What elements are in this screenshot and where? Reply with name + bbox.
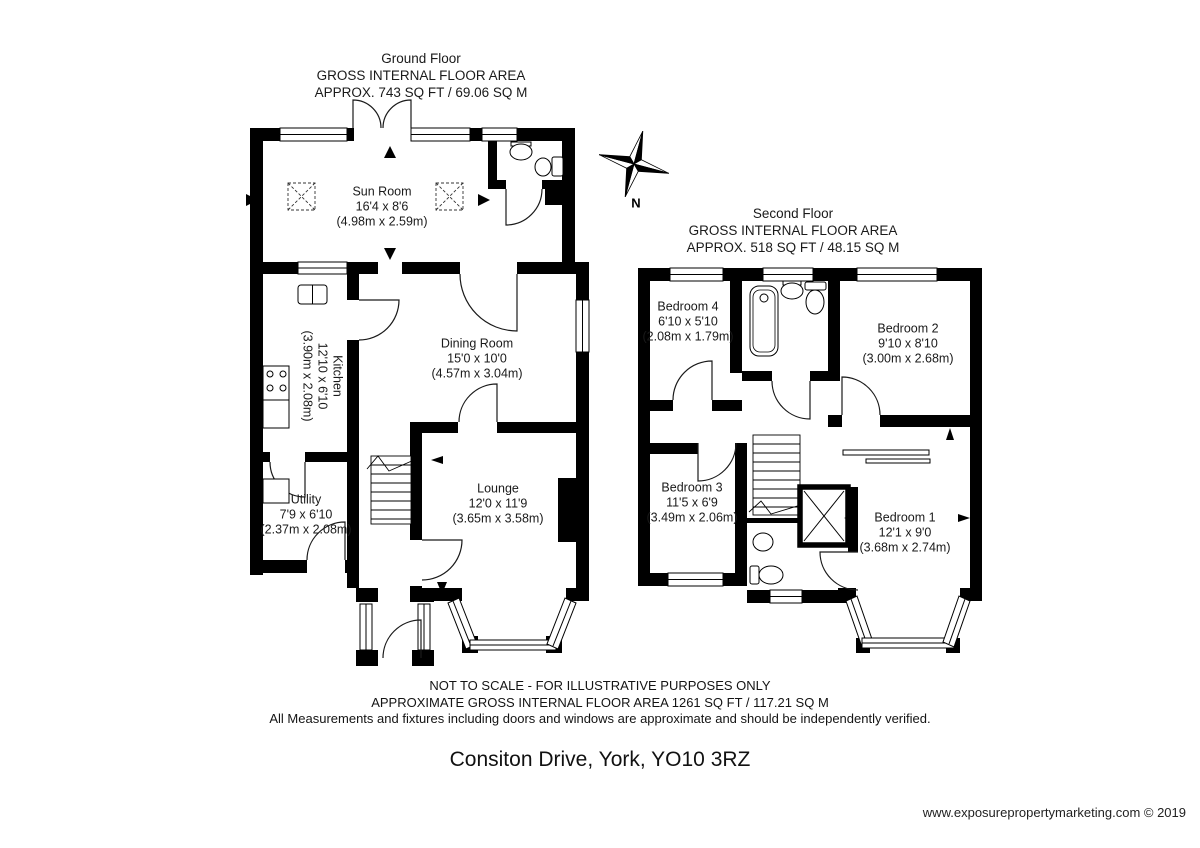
door-arc: [359, 300, 399, 340]
door-arc: [820, 552, 858, 590]
stairs-second: [749, 435, 804, 515]
disclaimer-line-2: APPROXIMATE GROSS INTERNAL FLOOR AREA 1261 SQ FT / 117.21 SQ M: [371, 694, 829, 710]
toilet-icon: [805, 282, 826, 290]
room-label-bedroom-4: Bedroom 4 6'10 x 5'10 (2.08m x 1.79m): [642, 299, 734, 344]
compass-rose-icon: [590, 122, 677, 206]
room-label-bedroom-2: Bedroom 2 9'10 x 8'10 (3.00m x 2.68m): [862, 321, 954, 366]
opening-arrows-second: [844, 428, 970, 522]
opening-arrow-icon: [384, 146, 396, 158]
door-arc: [772, 381, 810, 419]
opening-arrow-icon: [958, 514, 970, 522]
bathtub-icon: [750, 286, 778, 356]
toilet-icon: [552, 157, 563, 176]
disclaimer-line-1: NOT TO SCALE - FOR ILLUSTRATIVE PURPOSES ONLY: [429, 678, 771, 693]
room-label-bedroom-1: Bedroom 1 12'1 x 9'0 (3.68m x 2.74m): [859, 510, 951, 555]
opening-arrow-icon: [384, 248, 396, 260]
door-arc: [506, 189, 542, 225]
toilet-icon: [750, 566, 759, 584]
door-arc: [383, 100, 411, 128]
skylight-icon: [436, 183, 463, 210]
second-floor-area-heading: GROSS INTERNAL FLOOR AREA: [688, 223, 898, 238]
sink-icon: [510, 144, 532, 160]
disclaimer: [0, 678, 1200, 728]
ground-floor-title: Ground Floor: [381, 51, 461, 66]
opening-arrow-icon: [946, 428, 954, 440]
toilet-icon: [535, 158, 551, 176]
sink-icon: [753, 533, 773, 551]
toilet-icon: [806, 290, 824, 314]
door-arc: [353, 100, 381, 128]
room-label-lounge: Lounge 12'0 x 11'9 (3.65m x 3.58m): [452, 481, 544, 526]
sink-icon: [781, 283, 803, 299]
second-floor-title: Second Floor: [752, 206, 834, 221]
opening-arrow-icon: [431, 456, 443, 464]
second-floor-area-value: APPROX. 518 SQ FT / 48.15 SQ M: [686, 240, 900, 255]
door-arc: [460, 274, 517, 331]
ground-floor-area-value: APPROX. 743 SQ FT / 69.06 SQ M: [314, 85, 528, 100]
address-title: Consiton Drive, York, YO10 3RZ: [449, 748, 751, 771]
footer-credit: www.exposurepropertymarketing.com © 2019: [922, 805, 1186, 820]
room-label-bedroom-3: Bedroom 3 11'5 x 6'9 (3.49m x 2.06m): [646, 480, 738, 525]
toilet-icon: [759, 566, 783, 584]
door-arc: [698, 443, 736, 481]
counter: [263, 400, 289, 428]
room-label-sun-room: Sun Room 16'4 x 8'6 (4.98m x 2.59m): [336, 184, 428, 229]
wardrobe-lines: [866, 459, 930, 463]
room-label-kitchen: Kitchen 12'10 x 6'10 (3.90m x 2.08m): [300, 330, 345, 422]
room-label-utility: Utility 7'9 x 6'10 (2.37m x 2.08m): [260, 492, 352, 537]
shower-icon: [800, 487, 848, 545]
stairs-ground: [367, 456, 414, 524]
chimney-breast: [558, 478, 589, 542]
door-arc: [673, 361, 712, 400]
skylight-icon: [288, 183, 315, 210]
ground-floor-header: [315, 50, 528, 101]
ground-floor-area-heading: GROSS INTERNAL FLOOR AREA: [316, 68, 526, 83]
compass-north-label: N: [631, 195, 641, 211]
second-floor-header: [687, 205, 900, 256]
door-arc: [459, 384, 497, 422]
disclaimer-line-3: All Measurements and fixtures including doors and windows are approximate and should be independently verified.: [269, 711, 931, 726]
stove-icon: [263, 366, 289, 428]
room-label-dining-room: Dining Room 15'0 x 10'0 (4.57m x 3.04m): [431, 336, 523, 381]
door-arc: [422, 540, 462, 580]
wardrobe-lines: [843, 450, 929, 455]
opening-arrow-icon: [478, 194, 490, 206]
door-arc: [842, 377, 880, 415]
